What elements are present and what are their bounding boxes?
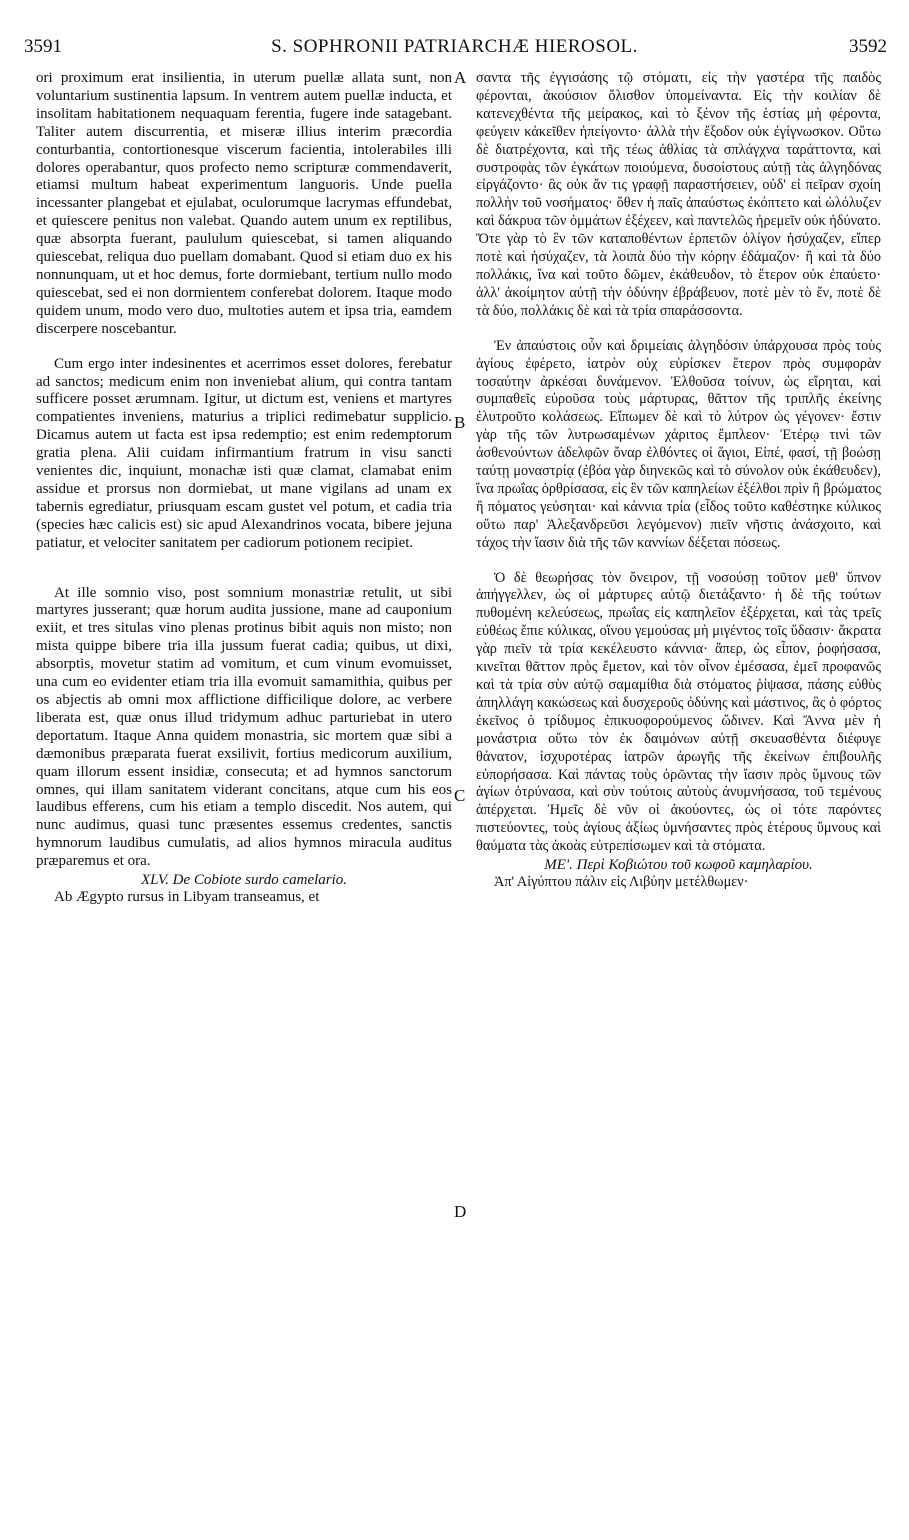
latin-paragraph-2: Cum ergo inter indesinentes et acerrimos esset dolores, ferebatur ad sanctos; medicum enim non inveniebat alium, qui contra tantam sufficere posset ærumnam. Igitur, ut dictum est, veniens et martyres compatientes inveniens, maturius a triplici redimebatur supplicio. Dicamus autem ut facta est ipsa redemptio; est enim redemptorum gratia plena. Alii cuidam infirmantium fratrum in visu sancti venientes dic, inquiunt, monachæ isti quæ clamat, clamabat enim assidue et prorsus non dormiebat, ut mane vigilans ad unam ex tabernis egrediatur, priusquam escam gustet vel potum, et cadia tria (species hæc calicis est) sic apud Alexandrinos vocata, bibere jejuna patiatur, et velociter sanitatem per cadiorum potionem recipiet.	[36, 355, 452, 551]
greek-paragraph-2: Ἐν ἀπαύστοις οὖν καὶ δριμείαις ἀλγηδόσιν ὑπάρχουσα πρὸς τοὺς ἁγίους ἐφέρετο, ἰατρὸν οὐχ εὑρίσκεν ἕτερον πρὸς συμφορὰν τοσαύτην ἀρκέσαι δυνάμενον. Ἐλθοῦσα τοίνυν, ὡς εἴρηται, καὶ συμπαθεῖς εὑροῦσα τοὺς μάρτυρας, θᾶττον τῆς τριπλῆς ἐκείνης ἐλυτροῦτο κολάσεως. Εἴπωμεν δὲ καὶ τὸ λύτρον ὡς γέγονεν· ἔστιν γὰρ τῆς τῶν λυτρωσαμένων χάριτος ἔμπλεον· Ἑτέρῳ τινὶ τῶν ἀσθενούντων ἀδελφῶν ὄναρ ἐλθόντες οἱ ἅγιοι, Εἰπέ, φασί, τῇ βοώσῃ ταύτῃ μοναστρίᾳ (ἐβόα γὰρ διηνεκῶς καὶ τὸ σύνολον οὐκ ἐκάθευδεν), ἵνα πρωΐας ὀρθρίσασα, εἰς ἓν τῶν καπηλείων ἐξέλθοι πρὶν ἢ βρώματος ἢ πόματος γεύσηται· καὶ κάννια τρία (εἶδος τοῦτο καθέστηκε κύλικος οὕτω παρ' Ἀλεξανδρεῦσι λεγόμενον) πιεῖν νῆστις ἀνάσχοιτο, καὶ τάχος τὴν ἴασιν διὰ τῆς τῶν καννίων δέξεται πόσεως.	[476, 337, 881, 551]
margin-marker-c: C	[454, 786, 466, 805]
greek-paragraph-4: Ἀπ' Αἰγύπτου πάλιν εἰς Λιβύην μετέλθωμεν·	[494, 874, 749, 891]
latin-paragraph-4: Ab Ægypto rursus in Libyam transeamus, et	[54, 889, 320, 906]
latin-paragraph-1: ori proximum erat insilientia, in uterum puellæ allata sunt, non voluntarium sustinentia lapsum. In ventrem autem puellæ inducta, et insolitam habitationem nequaquam ferentia, fugere inde satagebant. Taliter autem discurrentia, et miseræ illius interim præcordia conturbantia, contortionesque viscerum facientia, intolerabiles illi dolores operabantur, quos profecto nemo scripturæ commendaverit, etiamsi multum habeat experimentum languoris. Unde puella incessanter plangebat et ejulabat, oculorumque lacrymas effundebat, et quiescere penitus non valebat. Quando autem unum ex reptilibus, quæ absorpta fuerant, paululum quiescebat, si tamen aliquando quiescebat, reliqua duo puellam domabant. Quod si etiam duo ex his nonnunquam, ut et hoc demus, forte dormiebant, tertium nullo modo quiescebat, sed ei non dormientem conferebat dolorem. Itaque modo quidem unum, modo vero duo, multoties autem et ipsa tria, eamdem discerpere noscebantur.	[36, 70, 452, 337]
left-page-number: 3591	[24, 36, 62, 57]
right-page-number: 3592	[849, 36, 887, 57]
margin-marker-b: B	[454, 413, 466, 432]
margin-marker-d: D	[454, 1202, 467, 1221]
latin-column	[36, 70, 452, 907]
latin-chapter-heading: XLV. De Cobiote surdo camelario.	[140, 872, 348, 889]
greek-column	[476, 70, 881, 892]
greek-paragraph-1: σαντα τῆς ἐγγισάσης τῷ στόματι, εἰς τὴν γαστέρα τῆς παιδὸς φέρονται, ἀκούσιον ὄλισθον ὑπομείναντα. Εἰς τὴν κοιλίαν δὲ κατενεχθέντα τῆς μείρακος, καὶ τὸ ξένον τῆς ἑστίας μὴ φέροντα, φεύγειν κἀκεῖθεν ἠπείγοντο· ἀλλὰ τὴν ἔξοδον οὐκ ἐγίγνωσκον. Οὕτω δὲ διατρέχοντα, καὶ τῆς τέως ἀθλίας τὰ σπλάγχνα ταράττοντα, καὶ συστροφὰς τῶν ἐγκάτων ποιούμενα, δυσοίστους αὐτῇ τὰς ἀλγηδόνας εἰργάζοντο· ἃς οὐκ ἄν τις γραφῇ παραστήσειεν, οὐδ' εἰ πεῖραν σχοίη πολλὴν τοῦ νοσήματος· ὅθεν ἡ παῖς ἀπαύστως ἐκόπτετο καὶ ὠλόλυζεν καὶ δάκρυα τῶν ὀμμάτων ἐξέχεεν, καὶ παντελῶς ἠρεμεῖν οὐκ ἠδύνατο. Ὅτε γὰρ τὸ ἓν τῶν καταποθέντων ἑρπετῶν ὀλίγον ἡσύχαζεν, εἴπερ ποτὲ καὶ ἡσύχαζεν, τὰ λοιπὰ δύο τὴν κόρην ἐδάμαζον· ἢ καὶ τὰ δύο πολλάκις, ἵνα καὶ τοῦτο δῶμεν, ἐκάθευδον, τὸ ἕτερον οὐκ ἐπαύετο· ἀλλ' ἀκοίμητον αὐτῇ τὴν ὀδύνην ἐβράβευον, ποτὲ μὲν τὸ ἕν, ποτὲ δὲ τὰ δύο, πολλάκις δὲ καὶ τὰ τρία σπαράσσοντα.	[476, 70, 881, 319]
latin-paragraph-3: At ille somnio viso, post somnium monastriæ retulit, ut sibi martyres jusserant; quæ horum audita jussione, mane ad cauponium exiit, et tres situlas vino plenas protinus bibit aquis non misto; non mista quippe bibere tria illa jussum fuerat cadia; quibus, ut dixi, absorptis, movetur statim ad vomitum, et cum vinum evomuisset, una cum eo evidenter etiam tria illa evomuit samamithia, quibus per os abjectis ab omni mox afflictione difficilique dolore, ac verbere liberata est, quæ onus illud tridymum adhuc parturiebat in utero deportatum. Itaque Anna quidem monastria, sic mortem quæ sibi a dæmonibus præparata fuerat exsilivit, fortius medicorum auxilium, quam illorum essent insidiæ, consecuta; et ad hymnos sanctorum omnes, qui illam sanitatem viderant concitans, atque cum his eos laudibus efferens, cum his etiam a templo discedit. Nos autem, qui nunc audimus, quasi tunc præsentes essemus credentes, sanctis hymnorum laudibus cumulatis, ad alios hymnos miracula auditus præparemus et ora.	[36, 584, 452, 870]
running-header	[0, 0, 909, 60]
running-title: S. SOPHRONII PATRIARCHÆ HIEROSOL.	[271, 36, 638, 57]
greek-chapter-heading: ΜΕ'. Περὶ Κοβιώτου τοῦ κωφοῦ καμηλαρίου.	[544, 857, 813, 874]
greek-paragraph-3: Ὁ δὲ θεωρήσας τὸν ὄνειρον, τῇ νοσούσῃ τοῦτον μεθ' ὕπνον ἀπήγγελλεν, ὡς οἱ μάρτυρες αὐτῷ διετάξαντο· ἡ δὲ τῆς τούτων πυθομένη κελεύσεως, πρωΐας εἰς καπηλεῖον ἐξέρχεται, καὶ τὰς τρεῖς εὐθέως ἔπιε κύλικας, οἴνου γεμούσας μὴ μιγέντος τοῖς ὕδασιν· ἄκρατα γὰρ πιεῖν τὰ τρία κεκέλευστο κάννια· ἅπερ, ὡς εἶπον, ῥοφήσασα, κινεῖται θᾶττον πρὸς ἔμετον, καὶ τὸν οἶνον ἐμέσασα, ἐμεῖ προφανῶς καὶ τὰ τρία σὺν αὐτῷ σαμαμίθια διὰ στόματος ῥίψασα, πάσης εὐθὺς ἀπηλλάγη κακώσεως καὶ δυσχεροῦς ὀδύνης καὶ μάστινος, ἃς ὁ φόρτος ἐκεῖνος ὁ τρίδυμος ἐπικυοφορούμενος ὤδινεν. Καὶ Ἄννα μὲν ἡ μονάστρια οὕτω τὸν ἐκ δαιμόνων αὐτῇ σκευασθέντα διέφυγε θάνατον, ἰσχυροτέρας ἰατρῶν ἀρωγῆς τῆς ἐκείνων ἐπιβουλῆς εὐπορήσασα. Καὶ πάντας τοὺς ὁρῶντας τὴν ἴασιν πρὸς ὕμνους τῶν ἁγίων ὀτρύνασα, καὶ σὺν τούτοις αὐτοὺς ἀνυμνήσασα, τοῦ τεμένους ἀπέρχεται. Ἡμεῖς δὲ νῦν οἱ ἀκούοντες, ὡς οἱ τότε παρόντες πιστεύοντες, τοὺς ἁγίους ἀξίως ὑμνήσαντες πρὸς ἑτέρους ὕμνους καὶ θαύματα τὰς ἀκοὰς εὐτρεπίσωμεν καὶ τὰ στόματα.	[476, 569, 881, 855]
margin-marker-a: A	[454, 68, 467, 87]
